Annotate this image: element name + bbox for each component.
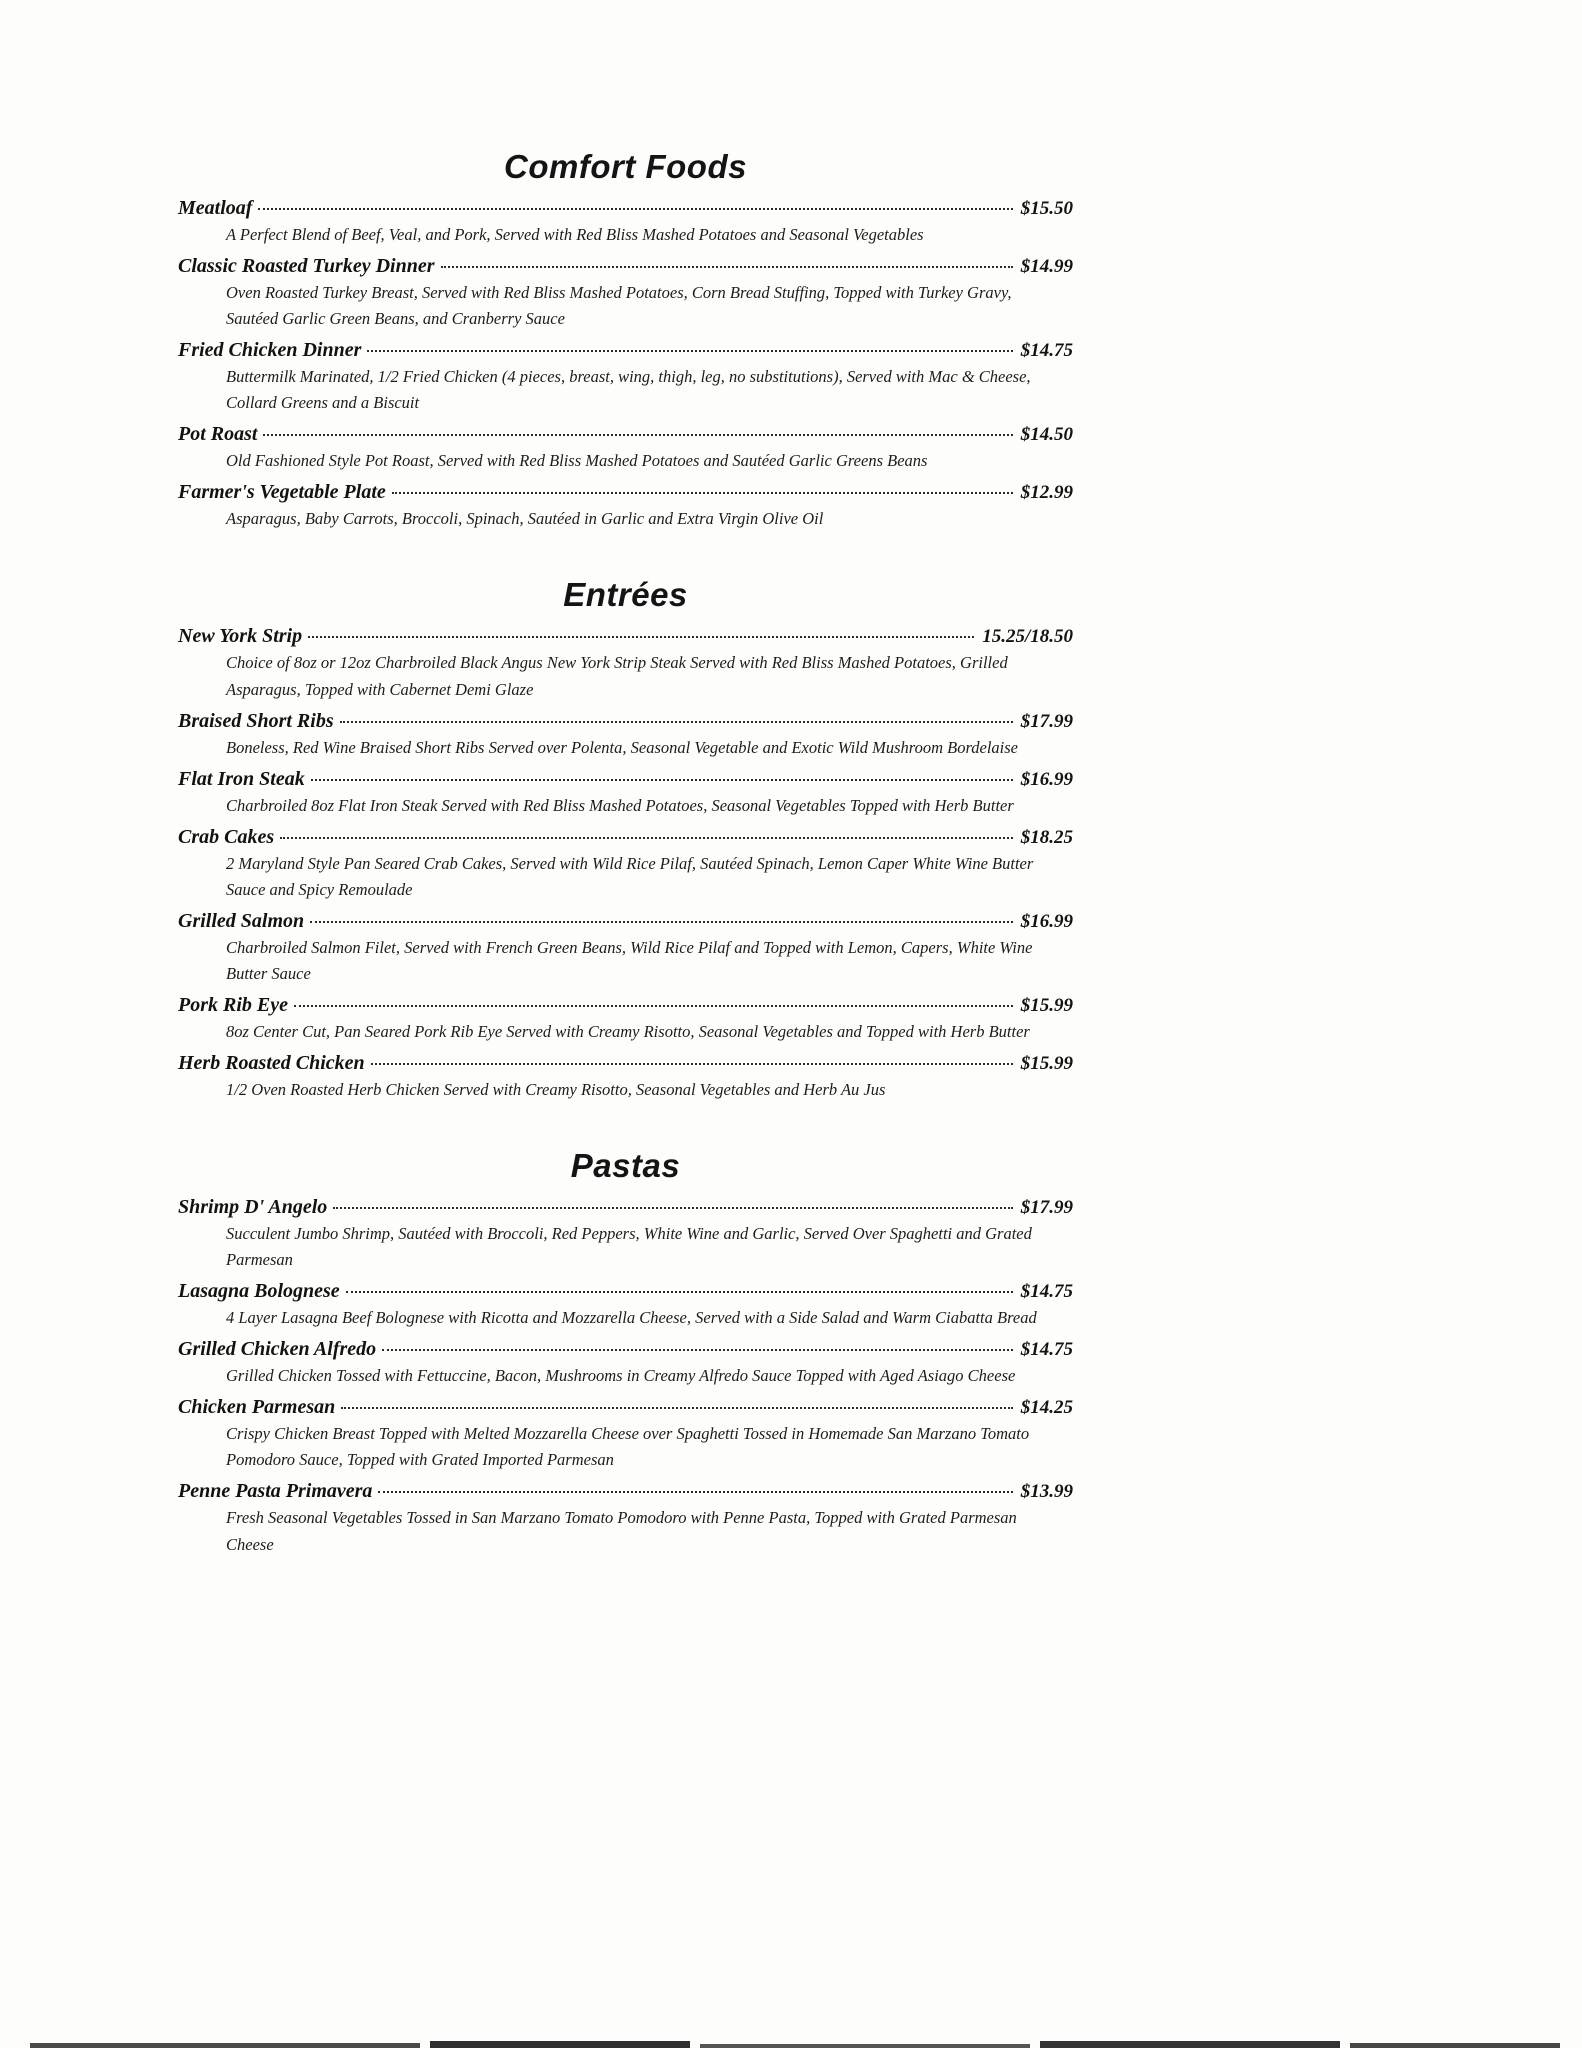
item-name: Grilled Salmon	[178, 909, 305, 932]
item-name: Farmer's Vegetable Plate	[178, 481, 386, 504]
menu-item	[178, 909, 1073, 987]
section-title: Comfort Foods	[504, 148, 747, 185]
item-description: Crispy Chicken Breast Topped with Melted Mozzarella Cheese over Spaghetti Tossed in Homemade San Marzano Tomato Pomodoro Sauce, Topped with Grated Imported Parmesan	[226, 1424, 1030, 1470]
item-description: Buttermilk Marinated, 1/2 Fried Chicken (4 pieces, breast, wing, thigh, leg, no substitutions), Served with Mac & Cheese, Collard Greens and a Biscuit	[226, 367, 1031, 413]
item-name: Crab Cakes	[178, 825, 275, 848]
item-name: Meatloaf	[178, 197, 253, 219]
item-price: $15.50	[1020, 198, 1073, 219]
item-name: Pork Rib Eye	[178, 993, 288, 1016]
menu-item	[178, 196, 1073, 248]
item-price: $12.99	[1020, 482, 1073, 504]
menu-item-row	[178, 767, 1073, 792]
scan-artifact-segment	[430, 2041, 690, 2048]
menu-content	[178, 148, 1073, 1568]
menu-item	[178, 1337, 1073, 1389]
scan-artifact-segment	[30, 2043, 420, 2048]
menu-item-row	[178, 624, 1073, 649]
item-description: Charbroiled Salmon Filet, Served with French Green Beans, Wild Rice Pilaf and Topped with Lemon, Capers, White Wine Butter Sauce	[226, 937, 1033, 983]
dotted-leader	[382, 1349, 1013, 1351]
menu-item-row	[178, 480, 1073, 505]
dotted-leader	[263, 434, 1012, 436]
menu-section	[178, 1147, 1073, 1558]
item-price: $14.99	[1020, 256, 1073, 278]
item-name: Penne Pasta Primavera	[178, 1480, 373, 1503]
item-description: Fresh Seasonal Vegetables Tossed in San Marzano Tomato Pomodoro with Penne Pasta, Topped with Grated Parmesan Cheese	[226, 1508, 1017, 1554]
item-description: 2 Maryland Style Pan Seared Crab Cakes, Served with Wild Rice Pilaf, Sautéed Spinach, Lemon Caper White Wine Butter Sauce and Spicy Remoulade	[226, 853, 1034, 899]
item-price: $18.25	[1020, 826, 1073, 848]
item-description: A Perfect Blend of Beef, Veal, and Pork, Served with Red Bliss Mashed Potatoes and Seasonal Vegetables	[226, 225, 924, 244]
scan-artifact-segment	[1350, 2043, 1560, 2048]
menu-item	[178, 1479, 1073, 1557]
menu-item-row	[178, 909, 1073, 934]
item-name: Shrimp D' Angelo	[178, 1196, 328, 1219]
item-price: $15.99	[1020, 1053, 1073, 1074]
dotted-leader	[280, 837, 1013, 839]
dotted-leader	[346, 1291, 1013, 1293]
section-title: Entrées	[563, 576, 688, 614]
item-price: $15.99	[1020, 994, 1073, 1016]
item-description: 4 Layer Lasagna Beef Bolognese with Ricotta and Mozzarella Cheese, Served with a Side Salad and Warm Ciabatta Bread	[226, 1308, 1037, 1328]
section-title: Pastas	[570, 1147, 681, 1185]
section-items	[178, 624, 1073, 1103]
menu-item	[178, 338, 1073, 416]
scan-artifact-bottom-edge	[0, 2039, 1582, 2048]
item-description: 8oz Center Cut, Pan Seared Pork Rib Eye Served with Creamy Risotto, Seasonal Vegetables and Topped with Herb Butter	[226, 1021, 1030, 1041]
item-description: Choice of 8oz or 12oz Charbroiled Black Angus New York Strip Steak Served with Red Bliss Mashed Potatoes, Grilled Asparagus, Topped with Cabernet Demi Glaze	[226, 653, 1008, 699]
menu-item	[178, 480, 1073, 532]
menu-section	[178, 576, 1073, 1103]
menu-item-row	[178, 1279, 1073, 1304]
item-name: New York Strip	[178, 625, 303, 648]
menu-item	[178, 1051, 1073, 1103]
menu-item	[178, 254, 1073, 332]
item-description: Old Fashioned Style Pot Roast, Served with Red Bliss Mashed Potatoes and Sautéed Garlic Greens Beans	[226, 451, 928, 471]
dotted-leader	[340, 721, 1013, 723]
item-price: 15.25/18.50	[982, 626, 1073, 648]
scan-artifact-segment	[700, 2044, 1030, 2048]
item-name: Grilled Chicken Alfredo	[178, 1338, 377, 1361]
dotted-leader	[294, 1005, 1013, 1007]
menu-item-row	[178, 1337, 1073, 1362]
item-price: $14.75	[1020, 1281, 1073, 1303]
dotted-leader	[378, 1491, 1012, 1493]
dotted-leader	[392, 492, 1013, 494]
item-description: Boneless, Red Wine Braised Short Ribs Served over Polenta, Seasonal Vegetable and Exotic Wild Mushroom Bordelaise	[226, 737, 1018, 757]
item-name: Lasagna Bolognese	[178, 1280, 340, 1303]
item-description: Charbroiled 8oz Flat Iron Steak Served with Red Bliss Mashed Potatoes, Seasonal Vegetables Topped with Herb Butter	[226, 795, 1014, 815]
dotted-leader	[310, 921, 1013, 923]
menu-item	[178, 1195, 1073, 1273]
item-name: Fried Chicken Dinner	[178, 339, 362, 362]
item-price: $17.99	[1020, 710, 1073, 732]
menu-item-row	[178, 196, 1073, 221]
dotted-leader	[333, 1207, 1012, 1209]
menu-item	[178, 1279, 1073, 1331]
menu-section	[178, 148, 1073, 532]
item-price: $14.50	[1020, 424, 1073, 446]
section-items	[178, 1195, 1073, 1558]
dotted-leader	[258, 208, 1012, 210]
item-name: Flat Iron Steak	[178, 767, 305, 790]
menu-item-row	[178, 1479, 1073, 1504]
dotted-leader	[441, 266, 1013, 268]
dotted-leader	[367, 350, 1012, 352]
item-price: $16.99	[1020, 910, 1073, 932]
menu-item-row	[178, 254, 1073, 279]
item-description: Grilled Chicken Tossed with Fettuccine, Bacon, Mushrooms in Creamy Alfredo Sauce Topped with Aged Asiago Cheese	[226, 1366, 1016, 1386]
item-name: Braised Short Ribs	[178, 709, 334, 732]
dotted-leader	[308, 636, 974, 638]
item-price: $14.75	[1020, 1339, 1073, 1361]
menu-item-row	[178, 1195, 1073, 1220]
item-price: $17.99	[1020, 1197, 1073, 1219]
dotted-leader	[371, 1063, 1013, 1065]
menu-item	[178, 709, 1073, 761]
item-price: $16.99	[1020, 768, 1073, 790]
menu-item-row	[178, 825, 1073, 850]
item-price: $14.25	[1020, 1397, 1073, 1419]
menu-item	[178, 767, 1073, 819]
menu-item-row	[178, 1395, 1073, 1420]
section-items	[178, 196, 1073, 532]
dotted-leader	[311, 779, 1013, 781]
item-description: 1/2 Oven Roasted Herb Chicken Served with Creamy Risotto, Seasonal Vegetables and Herb Au Jus	[226, 1080, 886, 1099]
item-name: Herb Roasted Chicken	[178, 1052, 365, 1074]
menu-item	[178, 624, 1073, 702]
menu-item-row	[178, 338, 1073, 363]
item-price: $14.75	[1020, 340, 1073, 362]
menu-item	[178, 825, 1073, 903]
menu-item	[178, 422, 1073, 474]
menu-item-row	[178, 422, 1073, 447]
menu-item-row	[178, 993, 1073, 1018]
menu-item	[178, 993, 1073, 1045]
item-description: Oven Roasted Turkey Breast, Served with Red Bliss Mashed Potatoes, Corn Bread Stuffing, Topped with Turkey Gravy, Sautéed Garlic Green Beans, and Cranberry Sauce	[226, 283, 1012, 329]
scan-artifact-segment	[1040, 2041, 1340, 2048]
item-description: Succulent Jumbo Shrimp, Sautéed with Broccoli, Red Peppers, White Wine and Garlic, Served Over Spaghetti and Grated Parmesan	[226, 1224, 1032, 1270]
menu-item-row	[178, 709, 1073, 734]
menu-item-row	[178, 1051, 1073, 1076]
dotted-leader	[341, 1407, 1013, 1409]
item-name: Chicken Parmesan	[178, 1396, 336, 1419]
item-description: Asparagus, Baby Carrots, Broccoli, Spinach, Sautéed in Garlic and Extra Virgin Olive Oil	[226, 509, 824, 529]
menu-item	[178, 1395, 1073, 1473]
item-name: Classic Roasted Turkey Dinner	[178, 255, 435, 278]
item-name: Pot Roast	[178, 423, 258, 446]
item-price: $13.99	[1020, 1481, 1073, 1503]
